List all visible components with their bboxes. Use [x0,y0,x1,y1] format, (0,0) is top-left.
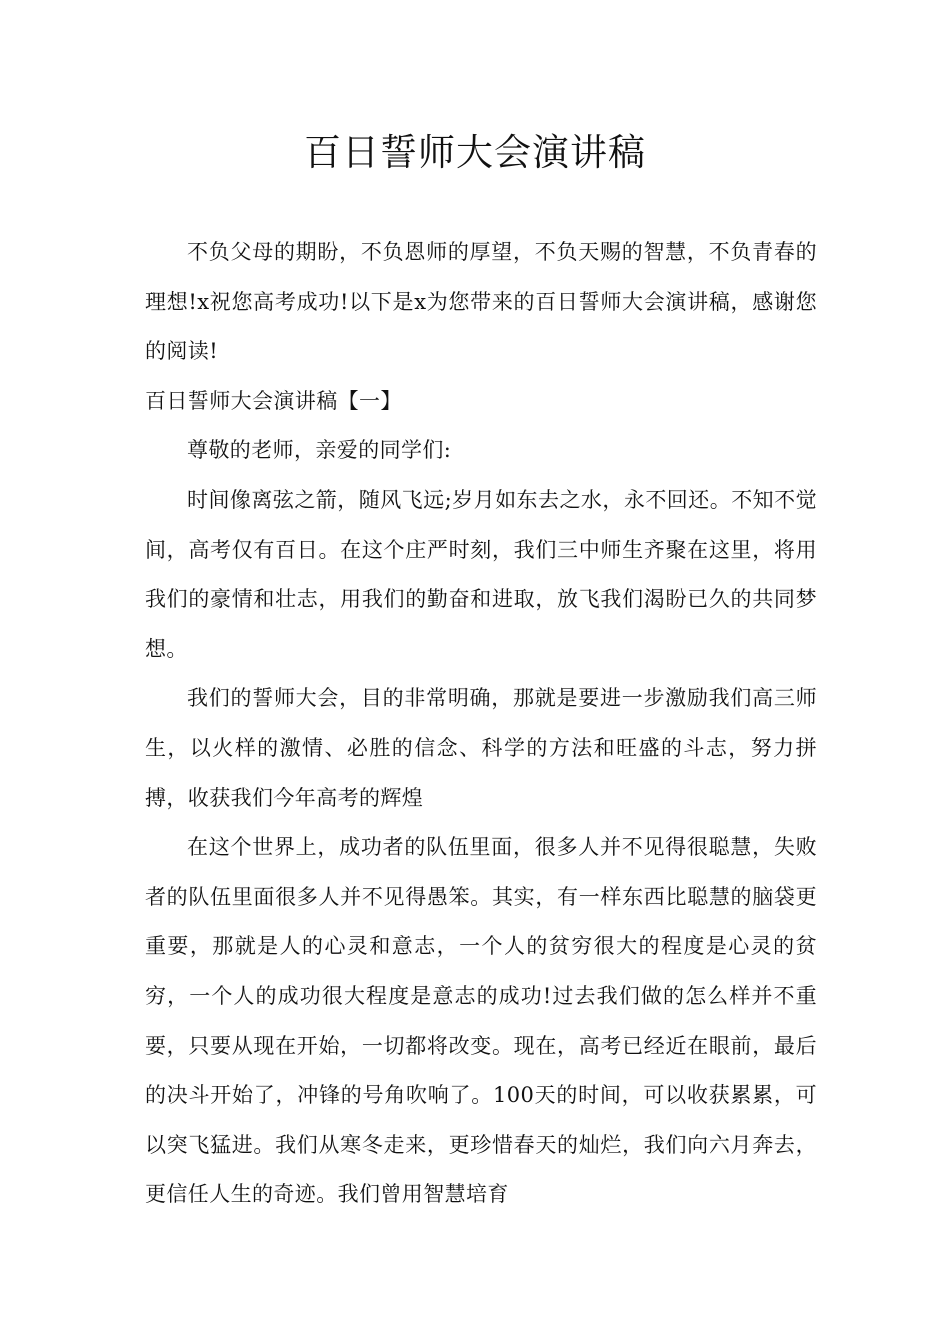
body-paragraph: 在这个世界上，成功者的队伍里面，很多人并不见得很聪慧，失败者的队伍里面很多人并不见得愚笨。其实，有一样东西比聪慧的脑袋更重要，那就是人的心灵和意志，一个人的贫穷很大的程度是心灵的贫穷，一个人的成功很大程度是意志的成功!过去我们做的怎么样并不重要，只要从现在开始，一切都将改变。现在，高考已经近在眼前，最后的决斗开始了，冲锋的号角吹响了。100天的时间，可以收获累累，可以突飞猛进。我们从寒冬走来，更珍惜春天的灿烂，我们向六月奔去，更信任人生的奇迹。我们曾用智慧培育 [145,835,817,1207]
intro-paragraph: 不负父母的期盼，不负恩师的厚望，不负天赐的智慧，不负青春的理想!x祝您高考成功!以下是x为您带来的百日誓师大会演讲稿，感谢您的阅读! [145,240,817,364]
document-body [145,228,817,1220]
document-title: 百日誓师大会演讲稿 [304,131,646,174]
greeting-line: 尊敬的老师，亲爱的同学们: [187,438,452,463]
body-paragraph: 我们的誓师大会，目的非常明确，那就是要进一步激励我们高三师生，以火样的激情、必胜的信念、科学的方法和旺盛的斗志，努力拼搏，收获我们今年高考的辉煌 [145,686,817,810]
body-paragraph: 时间像离弦之箭，随风飞远;岁月如东去之水，永不回还。不知不觉间，高考仅有百日。在这个庄严时刻，我们三中师生齐聚在这里，将用我们的豪情和壮志，用我们的勤奋和进取，放飞我们渴盼已久的共同梦想。 [145,487,817,661]
section-heading: 百日誓师大会演讲稿【一】 [145,388,402,413]
